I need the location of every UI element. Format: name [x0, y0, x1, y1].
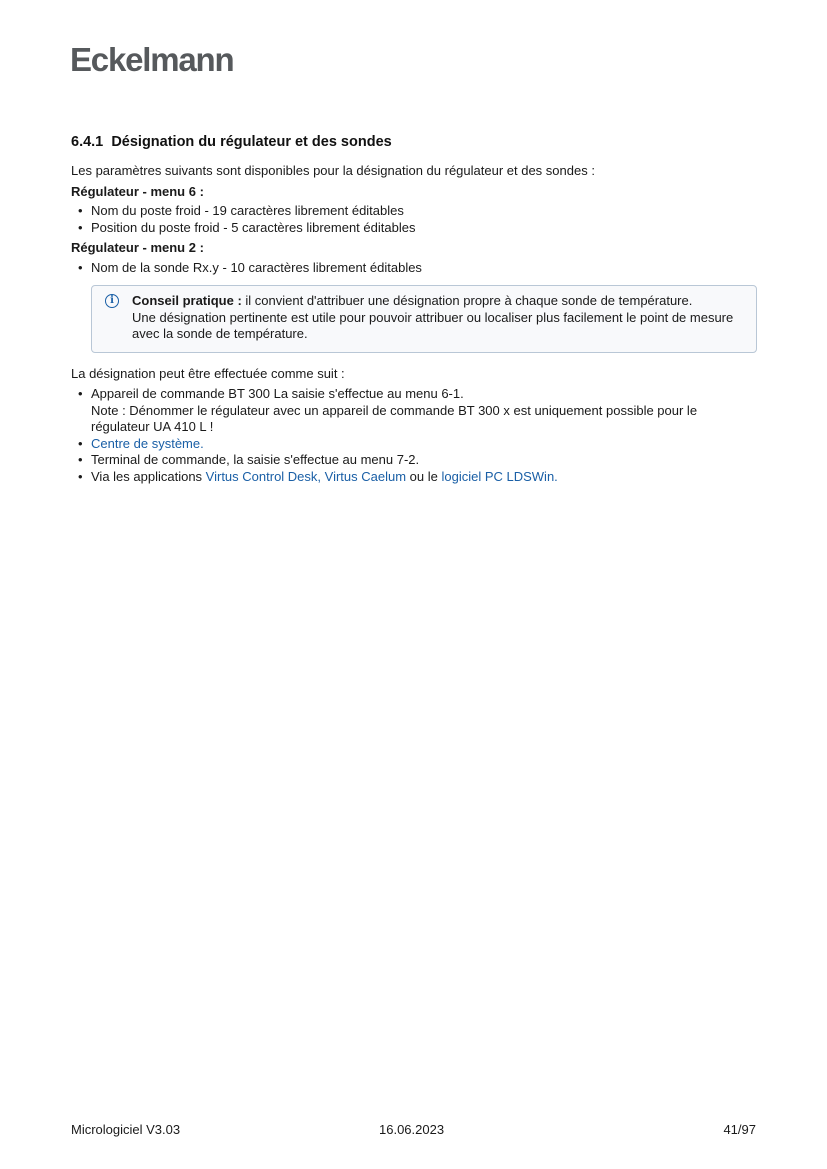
- footer-date: 16.06.2023: [379, 1122, 445, 1137]
- list-item: • Terminal de commande, la saisie s'effectue au menu 7-2.: [71, 452, 757, 469]
- tip-label: Conseil pratique :: [132, 293, 242, 308]
- list-item: [71, 386, 757, 436]
- document-body: [71, 133, 757, 489]
- section-title: Désignation du régulateur et des sondes: [111, 134, 392, 150]
- section-heading: [71, 133, 757, 151]
- list-item: • Nom de la sonde Rx.y - 10 caractères librement éditables: [71, 260, 757, 277]
- menu2-label: Régulateur - menu 2 :: [71, 240, 204, 255]
- methods-list: [71, 386, 757, 485]
- list-item: [71, 469, 757, 486]
- section-number: 6.4.1: [71, 134, 104, 150]
- ldswin-link[interactable]: logiciel PC LDSWin: [441, 468, 555, 484]
- method-bt300-note: Note : Dénommer le régulateur avec un appareil de commande BT 300 x est uniquement possible pour le régulateur UA 410 L !: [91, 402, 698, 434]
- tip-line1: [132, 293, 744, 310]
- intro-paragraph: Les paramètres suivants sont disponibles pour la désignation du régulateur et des sondes :: [71, 163, 595, 178]
- ldswin-link-period[interactable]: .: [554, 468, 558, 484]
- menu2-list: [71, 260, 757, 277]
- list-item: [71, 436, 757, 453]
- list-item: • Position du poste froid - 5 caractères librement éditables: [71, 220, 757, 237]
- menu6-list: [71, 203, 757, 236]
- method-apps-mid: ou le: [406, 468, 442, 484]
- menu6-label: Régulateur - menu 6 :: [71, 183, 204, 199]
- info-icon: i: [105, 294, 119, 308]
- tip-text2: Une désignation pertinente est utile pour pouvoir attribuer ou localiser plus facilement le point de mesure avec la sonde de température.: [132, 309, 734, 341]
- tip-text1: il convient d'attribuer une désignation propre à chaque sonde de température.: [241, 293, 693, 308]
- system-center-link[interactable]: Centre de système.: [91, 435, 204, 451]
- method-apps-prefix: Via les applications: [91, 468, 206, 484]
- list-item: • Nom du poste froid - 19 caractères librement éditables: [71, 203, 757, 220]
- footer-page-number: 41/97: [723, 1122, 756, 1137]
- tip-callout: [91, 285, 757, 353]
- company-logo: Eckelmann: [70, 41, 234, 78]
- method-bt300: • Appareil de commande BT 300 La saisie s'effectue au menu 6-1.: [91, 386, 464, 401]
- methods-intro: La désignation peut être effectuée comme suit :: [71, 365, 345, 381]
- virtus-apps-link[interactable]: Virtus Control Desk, Virtus Caelum: [205, 468, 407, 484]
- footer-firmware: Micrologiciel V3.03: [71, 1122, 181, 1137]
